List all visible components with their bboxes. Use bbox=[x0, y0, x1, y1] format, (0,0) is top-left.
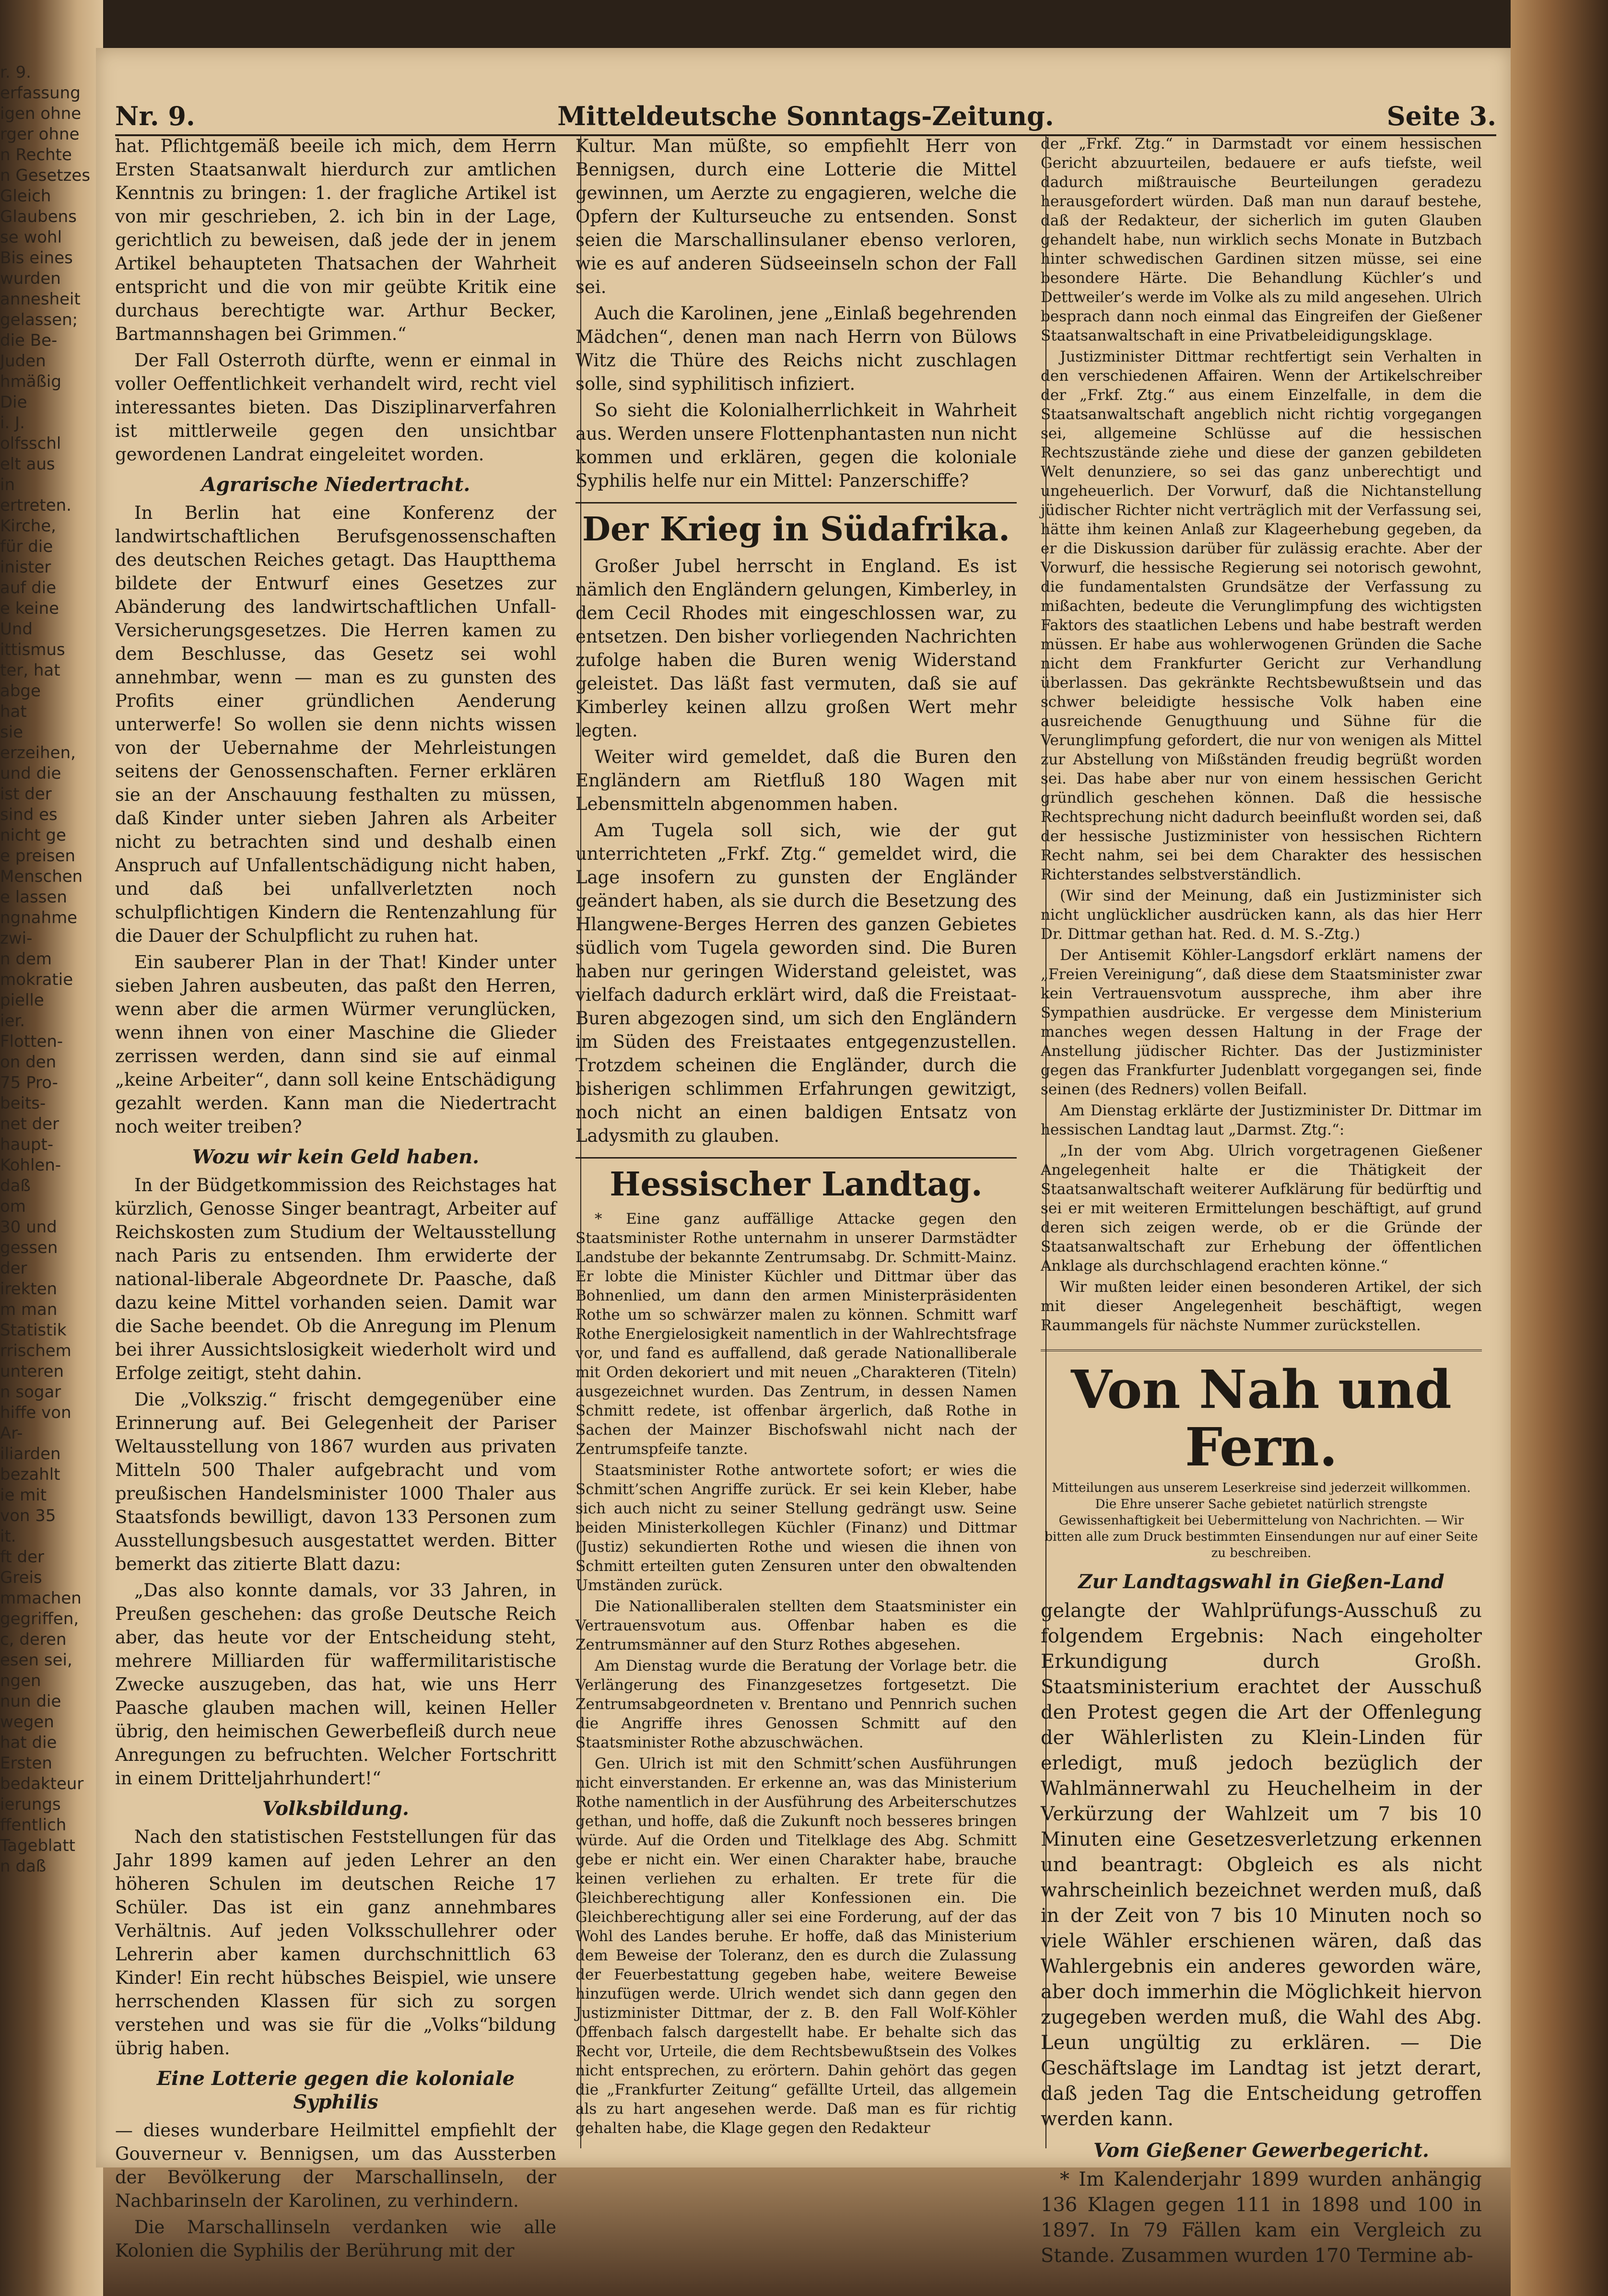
quote: „Das also konnte damals, vor 33 Jahren, in Preußen geschehen: das große Deutsche Reich aber, das heute vor der Entscheidung steht, mehrere Milliarden für waffermilitaristische Zwecke auszugeben, das hat, wie uns Herr Paasche glauben machen will, keinen Heller übrig, den heimischen Gewerbefleiß durch neue Anregungen zu befruchten. Welcher Fortschritt in einem Dritteljahrhundert!“ bbox=[115, 1580, 556, 1789]
prev-page-fragment: Gleich bbox=[0, 187, 51, 206]
prev-page-fragment: Die bbox=[0, 393, 27, 412]
prev-page-fragment: Und bbox=[0, 620, 33, 639]
page-header bbox=[115, 101, 1496, 136]
prev-page-fragment: ertreten. bbox=[0, 496, 71, 515]
paragraph: Die Marschallinseln verdanken wie alle Kolonien die Syphilis der Berührung mit der bbox=[115, 2217, 556, 2261]
paragraph: — dieses wunderbare Heilmittel empfiehlt der Gouverneur v. Bennigsen, um das Aussterben der Bevölkerung der Marschallinseln, der Nachbarinseln der Karolinen, zu verhindern. bbox=[115, 2120, 556, 2211]
prev-page-fragment: Ar- bbox=[0, 1424, 23, 1443]
prev-page-fragment: r. 9. bbox=[0, 63, 31, 82]
prev-page-fragment: n daß bbox=[0, 1857, 47, 1876]
prev-page-fragment: Menschen bbox=[0, 867, 83, 886]
prev-page-fragment: n Rechte bbox=[0, 145, 72, 164]
prev-page-fragment: n Gesetzes bbox=[0, 166, 91, 185]
section-heading-von-nah-und-fern: Von Nah und Fern. bbox=[1041, 1349, 1482, 1476]
prev-page-fragment: i. J. bbox=[0, 413, 25, 433]
column-1 bbox=[115, 134, 556, 2261]
prev-page-fragment: inister bbox=[0, 558, 51, 577]
prev-page-fragment: beits- bbox=[0, 1094, 46, 1113]
prev-page-fragment: bezahlt bbox=[0, 1465, 60, 1484]
prev-page-fragment: it. bbox=[0, 1527, 16, 1546]
prev-page-fragment: irekten bbox=[0, 1279, 58, 1299]
paragraph: Am Dienstag wurde die Beratung der Vorlage betr. die Verlängerung des Finanzgesetzes fortgesetzt. Die Zentrumsabgeordneten v. Brentano und Pennrich suchen die Angriffe ihres Genossen Schmitt auf den Staatsminister Rothe abzuschwächen. bbox=[575, 1657, 1017, 1751]
paragraph: Der Antisemit Köhler-Langsdorf erklärt namens der „Freien Vereinigung“, daß diese dem Staatsminister zwar kein Vertrauensvotum ausspreche, ihm aber ihre Sympathien ausdrücke. Er vergesse dem Ministerium manches wegen dessen Haltung in der Frage der Anstellung jüdischer Richter. Das der Justizminister gegen das Frankfurter Judenblatt vorgegangen sei, finde seinen (des Redners) vollen Beifall. bbox=[1041, 947, 1482, 1098]
prev-page-fragment: se wohl bbox=[0, 228, 62, 247]
prev-page-fragment: olfsschl bbox=[0, 434, 61, 453]
article-heading: Wozu wir kein Geld haben. bbox=[192, 1146, 480, 1168]
landtag-report-continued bbox=[1041, 134, 1482, 1335]
paragraph: der „Frkf. Ztg.“ in Darmstadt vor einem hessischen Gericht abzuurteilen, bedauere er aufs tiefste, weil dadurch mißtrauische Beurteilungen geradezu herausgefordert würden. Daß man nun darauf bestehe, daß der Redakteur, der sicherlich im guten Glauben gehandelt habe, nun wirklich sechs Monate in Butzbach hinter schwedischen Gardinen sitzen müsse, sei eine besondere Härte. Die Behandlung Küchler’s und Dettweiler’s werde im Volke als zu mild angesehen. Ulrich besprach dann noch einmal das Eingreifen der Gießener Staatsanwaltschaft in eine Privatbeleidigungsklage. bbox=[1041, 135, 1482, 344]
prev-page-fragment: hat bbox=[0, 702, 27, 721]
prev-page-fragment: ierungs bbox=[0, 1795, 61, 1814]
prev-page-fragment: sie bbox=[0, 723, 23, 742]
prev-page-fragment: der bbox=[0, 1259, 27, 1278]
section-heading: Der Krieg in Südafrika. bbox=[575, 502, 1017, 548]
article-heading: Agrarische Niedertracht. bbox=[201, 473, 470, 496]
prev-page-fragment: bedakteur bbox=[0, 1774, 84, 1793]
article-heading: Zur Landtagswahl in Gießen-Land bbox=[1078, 1570, 1444, 1593]
newspaper-page bbox=[96, 48, 1511, 2267]
right-page-edge bbox=[1511, 0, 1608, 2296]
prev-page-fragment: m man bbox=[0, 1300, 58, 1319]
editorial-note: (Wir sind der Meinung, daß ein Justizminister sich nicht unglücklicher ausdrücken kann, als das hier Herr Dr. Dittmar gethan hat. Red. d. M. S.-Ztg.) bbox=[1041, 887, 1482, 943]
prev-page-fragment: e preisen bbox=[0, 846, 76, 866]
prev-page-fragment: ittismus bbox=[0, 640, 65, 659]
prev-page-fragment: on den bbox=[0, 1053, 57, 1072]
prev-page-fragment: hat die bbox=[0, 1733, 57, 1752]
prev-page-fragment: Flotten- bbox=[0, 1032, 63, 1051]
prev-page-fragment: gegriffen, bbox=[0, 1609, 79, 1628]
prev-page-fragment: Greis bbox=[0, 1568, 42, 1587]
prev-page-fragment: ngen bbox=[0, 1671, 41, 1690]
paragraph: Auch die Karolinen, jene „Einlaß begehrenden Mädchen“, denen man nach Herrn von Bülows Witz die Thüre des Reichs nicht zuschlagen solle, sind syphilitisch infiziert. bbox=[575, 303, 1017, 394]
prev-page-fragment: Tageblatt bbox=[0, 1836, 76, 1855]
subtitle-line: Mitteilungen aus unserem Leserkreise sind jederzeit willkommen. bbox=[1052, 1481, 1471, 1495]
prev-page-fragment: om bbox=[0, 1197, 26, 1216]
prev-page-fragment: hmäßig bbox=[0, 372, 61, 391]
prev-page-fragment: Kohlen- bbox=[0, 1156, 61, 1175]
prev-page-fragment: elt aus bbox=[0, 455, 55, 474]
prev-page-fragment: mokratie bbox=[0, 970, 73, 989]
page-number: Seite 3. bbox=[1386, 101, 1496, 131]
paragraph: Justizminister Dittmar rechtfertigt sein Verhalten in den verschiedenen Affairen. Wenn der Artikelschreiber der „Frkf. Ztg.“ aus einem Einzelfalle, in dem die Staatsanwaltschaft angeblich nicht richtig vorgegangen sei, allgemeine Schlüsse auf die hessischen Rechtszustände ziehe und diese der ganzen gebildeten Welt denunziere, so sei das ganz unberechtigt und ungeheuerlich. Der Vorwurf, daß die Nichtanstellung jüdischer Richter nicht verträglich mit der Verfassung sei, hätte ihm keinen Anlaß zur Klageerhebung gegeben, da er die Diskussion darüber für zulässig erachte. Aber der Vorwurf, die hessische Regierung sei notorisch gewohnt, die fundamentalsten Grundsätze der Verfassung zu mißachten, bedeute die Verunglimpfung des wichtigsten Faktors des staatlichen Lebens und habe bestraft werden müssen. Er habe aus wohlerwogenen Gründen die Sache nicht dem Frankfurter Gericht zur Verhandlung überlassen. Das gekränkte Rechtsbewußtsein und das schwer beleidigte hessische Volk haben eine ausreichende Genugthuung und Sühne für die Verunglimpfung gefordert, die nur von wenigen als Mittel zur Abstellung von Mißständen freudig begrüßt worden sei. Das habe aber nur von einem hessischen Gericht gründlich geschehen können. Daß die hessische Rechtsprechung nicht dadurch beeinflußt worden sei, daß der hessische Justizminister von hessischen Richtern Recht nahm, sei bei dem Charakter des hessischen Richterstandes selbstverständlich. bbox=[1041, 348, 1482, 883]
landtag-report bbox=[575, 1209, 1017, 2138]
prev-page-fragment: net der bbox=[0, 1114, 59, 1134]
paragraph: Am Dienstag erklärte der Justizminister Dr. Dittmar im hessischen Landtag laut „Darmst. Ztg.“: bbox=[1041, 1102, 1482, 1138]
section-heading: Hessischer Landtag. bbox=[575, 1157, 1017, 1203]
prev-page-fragment: für die bbox=[0, 537, 53, 556]
prev-page-fragment: Statistik bbox=[0, 1321, 67, 1340]
paragraph: Nach den statistischen Feststellungen für das Jahr 1899 kamen auf jeden Lehrer an den höheren Schulen im deutschen Reiche 17 Schüler. Das ist ein ganz annehmbares Verhältnis. Auf jeden Volksschullehrer oder Lehrerin aber kamen durchschnittlich 63 Kinder! Ein recht hübsches Beispiel, wie unsere herrschenden Klassen für sich zu sorgen verstehen und was sie für die „Volks“bildung übrig haben. bbox=[115, 1827, 556, 2059]
prev-page-fragment: unteren bbox=[0, 1362, 64, 1381]
article-heading: Vom Gießener Gewerbegericht. bbox=[1093, 2139, 1429, 2162]
prev-page-fragment: sind es bbox=[0, 805, 58, 824]
newspaper-title: Mitteldeutsche Sonntags-Zeitung. bbox=[557, 101, 1054, 131]
issue-number: Nr. 9. bbox=[115, 101, 195, 131]
paragraph: So sieht die Kolonialherrlichkeit in Wahrheit aus. Werden unsere Flottenphantasten nun nicht kommen und erklären, gegen die koloniale Syphilis helfe nur ein Mittel: Panzerschiffe? bbox=[575, 400, 1017, 491]
prev-page-fragment: rger ohne bbox=[0, 125, 80, 144]
paragraph: Der Fall Osterroth dürfte, wenn er einmal in voller Oeffentlichkeit verhandelt wird, recht viel interessantes bieten. Das Disziplinarverfahren ist mittlerweile gegen den unsichtbar gewordenen Landrat eingeleitet worden. bbox=[115, 350, 556, 465]
quote: „In der vom Abg. Ulrich vorgetragenen Gießener Angelegenheit halte er die Thätigkeit der Staatsanwaltschaft weiterer Aufklärung für bedürftig und sei er mit weiteren Ermittelungen beschäftigt, auf grund deren sich zeigen werde, ob er die Gründe der Staatsanwaltschaft zur Erhebung der öffentlichen Anklage als durchschlagend erachten könne.“ bbox=[1041, 1142, 1482, 1275]
prev-page-fragment: Bis eines bbox=[0, 248, 73, 268]
paragraph: * Im Kalenderjahr 1899 wurden anhängig 136 Klagen gegen 111 in 1898 und 100 in 1897. In 79 Fällen kam ein Vergleich zu Stande. Zusammen wurden 170 Termine ab- bbox=[1041, 2168, 1482, 2267]
paragraph: gelangte der Wahlprüfungs-Ausschuß zu folgendem Ergebnis: Nach eingeholter Erkundigung durch Großh. Staatsministerium erachtet der Ausschuß den Protest gegen die Art der Offenlegung der Wählerlisten zu Klein-Linden für erledigt, muß jedoch bezüglich der Wahlmännerwahl zu Heuchelheim in der Verkürzung der Wahlzeit um 7 bis 10 Minuten eine Gesetzesverletzung erkennen und beantragt: Obgleich es als nicht wahrscheinlich bezeichnet werden muß, daß in der Zeit von 7 bis 10 Minuten noch so viele Wähler erschienen wären, daß das Wahlergebnis ein anderes geworden wäre, aber doch immerhin die Möglichkeit hiervon zugegeben werden muß, die Wahl des Abg. Leun ungültig zu erklären. — Die Geschäftslage im Landtag ist jetzt derart, daß jeden Tag die Entscheidung getroffen werden kann. bbox=[1041, 1600, 1482, 2130]
prev-page-fragment: rrischem bbox=[0, 1341, 71, 1360]
prev-page-fragment: Juden bbox=[0, 351, 46, 371]
section-subtitle bbox=[1041, 1480, 1482, 1561]
prev-page-fragment: c, deren bbox=[0, 1630, 67, 1649]
prev-page-fragment: in bbox=[0, 475, 15, 494]
prev-page-fragment: nicht ge bbox=[0, 826, 66, 845]
prev-page-fragment: ngnahme bbox=[0, 908, 78, 927]
prev-page-fragment: gelassen; bbox=[0, 310, 78, 329]
prev-page-fragment: auf die bbox=[0, 578, 57, 597]
prev-page-fragment: wurden bbox=[0, 269, 61, 288]
prev-page-fragment: e lassen bbox=[0, 888, 67, 907]
paragraph: hat. Pflichtgemäß beeile ich mich, dem Herrn Ersten Staatsanwalt hierdurch zur amtlichen Kenntnis zu bringen: 1. der fragliche Artikel ist von mir geschrieben, 2. ich bin in der Lage, gerichtlich zu beweisen, daß jede der in jenem Artikel behaupteten Thatsachen der Wahrheit entspricht und die von mir geübte Kritik eine durchaus berechtigte war. Arthur Becker, Bartmannshagen bei Grimmen.“ bbox=[115, 136, 556, 344]
prev-page-fragment: nun die bbox=[0, 1692, 61, 1711]
prev-page-fragment: annesheit bbox=[0, 290, 81, 309]
prev-page-fragment: n dem bbox=[0, 949, 52, 969]
column-2 bbox=[575, 134, 1017, 2148]
paragraph: In der Büdgetkommission des Reichstages hat kürzlich, Genosse Singer beantragt, Arbeiter auf Reichskosten zum Studium der Weltausstellung nach Paris zu entsenden. Ihm erwiderte der national-liberale Abgeordnete Dr. Paasche, daß dazu keine Mittel vorhanden seien. Damit war die Sache beendet. Ob die Anregung im Plenum bei ihrer Aussichtslosigkeit wiederholt wird und Erfolge zeitigt, steht dahin. bbox=[115, 1175, 556, 1383]
prev-page-fragment: e keine bbox=[0, 599, 59, 618]
prev-page-fragment: die Be- bbox=[0, 331, 58, 350]
prev-page-fragment: pielle bbox=[0, 991, 44, 1010]
prev-page-fragment: abge bbox=[0, 681, 41, 701]
prev-page-fragment: igen ohne bbox=[0, 104, 82, 123]
prev-page-fragment: ft der bbox=[0, 1547, 44, 1567]
prev-page-fragment: gessen bbox=[0, 1238, 58, 1257]
paragraph: Die Nationalliberalen stellten dem Staatsminister ein Vertrauensvotum aus. Offenbar haben es die Zentrumsmänner auf den Sturz Rothes abgesehen. bbox=[575, 1598, 1017, 1653]
paragraph: Wir mußten leider einen besonderen Artikel, der sich mit dieser Angelegenheit beschäftigt, wegen Raummangels für nächste Nummer zurückstellen. bbox=[1041, 1278, 1482, 1334]
paragraph: Staatsminister Rothe antwortete sofort; er wies die Schmitt’schen Angriffe zurück. Er sei kein Kleber, habe sich auch nicht zu seiner Stellung gedrängt usw. Seine beiden Ministerkollegen Küchler (Finanz) und Dittmar (Justiz) sekundierten Rothe und wiesen die ihnen von Schmitt erteilten guten Zensuren unter den obwaltenden Umständen zurück. bbox=[575, 1462, 1017, 1594]
article-heading: Volksbildung. bbox=[262, 1797, 409, 1820]
prev-page-fragment: von 35 bbox=[0, 1506, 56, 1525]
paragraph: In Berlin hat eine Konferenz der landwirtschaftlichen Berufsgenossenschaften des deutschen Reiches getagt. Das Hauptthema bildete der Entwurf eines Gesetzes zur Abänderung des landwirtschaftlichen Unfall-Versicherungsgesetzes. Die Herren kamen zu dem Beschlusse, das Gesetz sei wohl annehmbar, wenn — man es zu gunsten des Profits einer gründlichen Aenderung unterwerfe! So wollen sie denn nichts wissen von der Uebernahme der Mehrleistungen seitens der Genossenschaften. Ferner erklären sie an der Anschauung festhalten zu müssen, daß Kinder unter sieben Jahren als Arbeiter nicht zu betrachten sind und deshalb einen Anspruch auf Unfallentschädigung nicht haben, und daß bei unfallverletzten noch schulpflichtigen Kindern die Rentenzahlung für die Dauer der Schulpflicht zu ruhen hat. bbox=[115, 503, 556, 946]
prev-page-fragment: haupt- bbox=[0, 1135, 54, 1154]
prev-page-fragment: esen sei, bbox=[0, 1651, 72, 1670]
prev-page-fragment: erfassung bbox=[0, 83, 81, 103]
subtitle-line: Die Ehre unserer Sache gebietet natürlich strengste Gewissenhaftigkeit bei Uebermittelung von Nachrichten. — Wir bitten alle zum Druck bestimmten Einsendungen nur auf einer Seite zu beschreiben. bbox=[1045, 1497, 1478, 1560]
prev-page-fragment: ie mit bbox=[0, 1486, 47, 1505]
paragraph: Gen. Ulrich ist mit den Schmitt’schen Ausführungen nicht einverstanden. Er erkenne an, was das Ministerium Rothe namentlich in der Ausführung des Arbeiterschutzes gethan, und hoffe, daß die Zukunft noch besseres bringen würde. Auf die Orden und Titelklage des Abg. Schmitt gebe er nicht ein. Wer einen Charakter habe, brauche keinen verliehen zu erhalten. Er trete für die Gleichberechtigung aller Konfessionen ein. Die Gleichberechtigung aller sei eine Forderung, auf der das Wohl des Landes beruhe. Er hoffe, daß das Ministerium dem Beweise der Toleranz, den es durch die Zulassung der Feuerbestattung gegeben habe, weitere Beweise hinzufügen werde. Ulrich wendet sich dann gegen den Justizminister Dittmar, der z. B. den Fall Wolf-Köhler Offenbach falsch dargestellt habe. Er behalte sich das Recht vor, Urteile, die dem Rechtsbewußtsein des Volkes nicht entsprechen, zu erörtern. Dahin gehört das gegen die „Frankfurter Zeitung“ gefällte Urteil, das allgemein als zu hart angesehen werde. Daß man es für richtig gehalten habe, die Klage gegen den Redakteur bbox=[575, 1755, 1017, 2137]
paragraph: Kultur. Man müßte, so empfiehlt Herr von Bennigsen, durch eine Lotterie die Mittel gewinnen, um Aerzte zu engagieren, welche die Opfern der Kulturseuche zu entsenden. Sonst seien die Marschallinsulaner ebenso verloren, wie es auf anderen Südseeinseln schon der Fall sei. bbox=[575, 136, 1017, 297]
paragraph: Ein sauberer Plan in der That! Kinder unter sieben Jahren ausbeuten, das paßt den Herren, wenn aber die armen Würmer verunglücken, wenn ihnen von einer Maschine die Glieder zerrissen werden, dann sind sie auf einmal „keine Arbeiter“, dann soll keine Entschädigung gezahlt werden. Kann man die Niedertracht noch weiter treiben? bbox=[115, 952, 556, 1137]
prev-page-fragment: mmachen bbox=[0, 1589, 82, 1608]
previous-page-edge bbox=[0, 62, 91, 1933]
paragraph: Großer Jubel herrscht in England. Es ist nämlich den Engländern gelungen, Kimberley, in dem Cecil Rhodes mit eingeschlossen war, zu entsetzen. Den bisher vorliegenden Nachrichten zufolge haben die Buren wenig Widerstand geleistet. Das läßt fast vermuten, daß sie auf Kimberley keinen allzu großen Wert mehr legten. bbox=[575, 556, 1017, 741]
prev-page-fragment: zwi- bbox=[0, 929, 33, 948]
paragraph: Die „Volkszig.“ frischt demgegenüber eine Erinnerung auf. Bei Gelegenheit der Pariser Weltausstellung von 1867 wurden aus privaten Mitteln 500 Thaler aufgebracht und vom preußischen Handelsminister 1000 Thaler aus Staatsfonds bewilligt, davon 133 Personen zum Ausstellungsbesuch ausgestattet werden. Bitter bemerkt das zitierte Blatt dazu: bbox=[115, 1389, 556, 1574]
prev-page-fragment: ter, hat bbox=[0, 661, 60, 680]
prev-page-fragment: daß bbox=[0, 1176, 31, 1195]
prev-page-fragment: ist der bbox=[0, 785, 52, 804]
column-3 bbox=[1041, 134, 1482, 2267]
prev-page-fragment: iliarden bbox=[0, 1444, 61, 1464]
prev-page-fragment: und die bbox=[0, 764, 61, 783]
prev-page-fragment: erzeihen, bbox=[0, 743, 76, 762]
prev-page-fragment: 30 und bbox=[0, 1218, 57, 1237]
prev-page-fragment: wegen bbox=[0, 1712, 54, 1732]
prev-page-fragment: hiffe von bbox=[0, 1403, 71, 1422]
paragraph: * Eine ganz auffällige Attacke gegen den Staatsminister Rothe unternahm in unserer Darmstädter Landstube der bekannte Zentrumsabg. Dr. Schmitt-Mainz. Er lobte die Minister Küchler und Dittmar über das Bohnenlied, um dann den armen Ministerpräsidenten Rothe um so schwärzer malen zu können. Schmitt warf Rothe Energielosigkeit namentlich in der Wahlrechtsfrage vor, und fand es auffallend, daß gerade Nationalliberale mit Orden dekoriert und mit neuen „Charakteren (Titeln) ausgezeichnet wurden. Das Zentrum, in dessen Namen Schmitt redete, ist offenbar ärgerlich, daß Rothe in Sachen der Mainzer Bischofswahl nicht nach der Zentrumspfeife tanzte. bbox=[575, 1210, 1017, 1458]
paragraph: Am Tugela soll sich, wie der gut unterrichteten „Frkf. Ztg.“ gemeldet wird, die Lage insofern zu gunsten der Engländer geändert haben, als sie durch die Besetzung des Hlangwene-Berges Herren des ganzen Gebietes südlich vom Tugela geworden sind. Die Buren haben nur geringen Widerstand geleistet, was vielfach dadurch erklärt wird, daß die Freistaat-Buren abgezogen sind, um sich den Engländern im Süden des Freistaates entgegenzustellen. Trotzdem scheinen die Engländer, durch die bisherigen schlimmen Erfahrungen gewitzigt, noch nicht an einen baldigen Entsatz von Ladysmith zu glauben. bbox=[575, 820, 1017, 1146]
paragraph: Weiter wird gemeldet, daß die Buren den Engländern am Rietfluß 180 Wagen mit Lebensmitteln abgenommen haben. bbox=[575, 747, 1017, 814]
prev-page-fragment: ier. bbox=[0, 1011, 25, 1031]
prev-page-fragment: n sogar bbox=[0, 1382, 61, 1402]
prev-page-fragment: Ersten bbox=[0, 1754, 52, 1773]
prev-page-fragment: 75 Pro- bbox=[0, 1073, 58, 1092]
prev-page-fragment: Glaubens bbox=[0, 207, 77, 226]
prev-page-fragment: ffentlich bbox=[0, 1816, 67, 1835]
prev-page-fragment: Kirche, bbox=[0, 516, 56, 536]
article-heading: Eine Lotterie gegen die koloniale Syphilis bbox=[156, 2067, 515, 2113]
